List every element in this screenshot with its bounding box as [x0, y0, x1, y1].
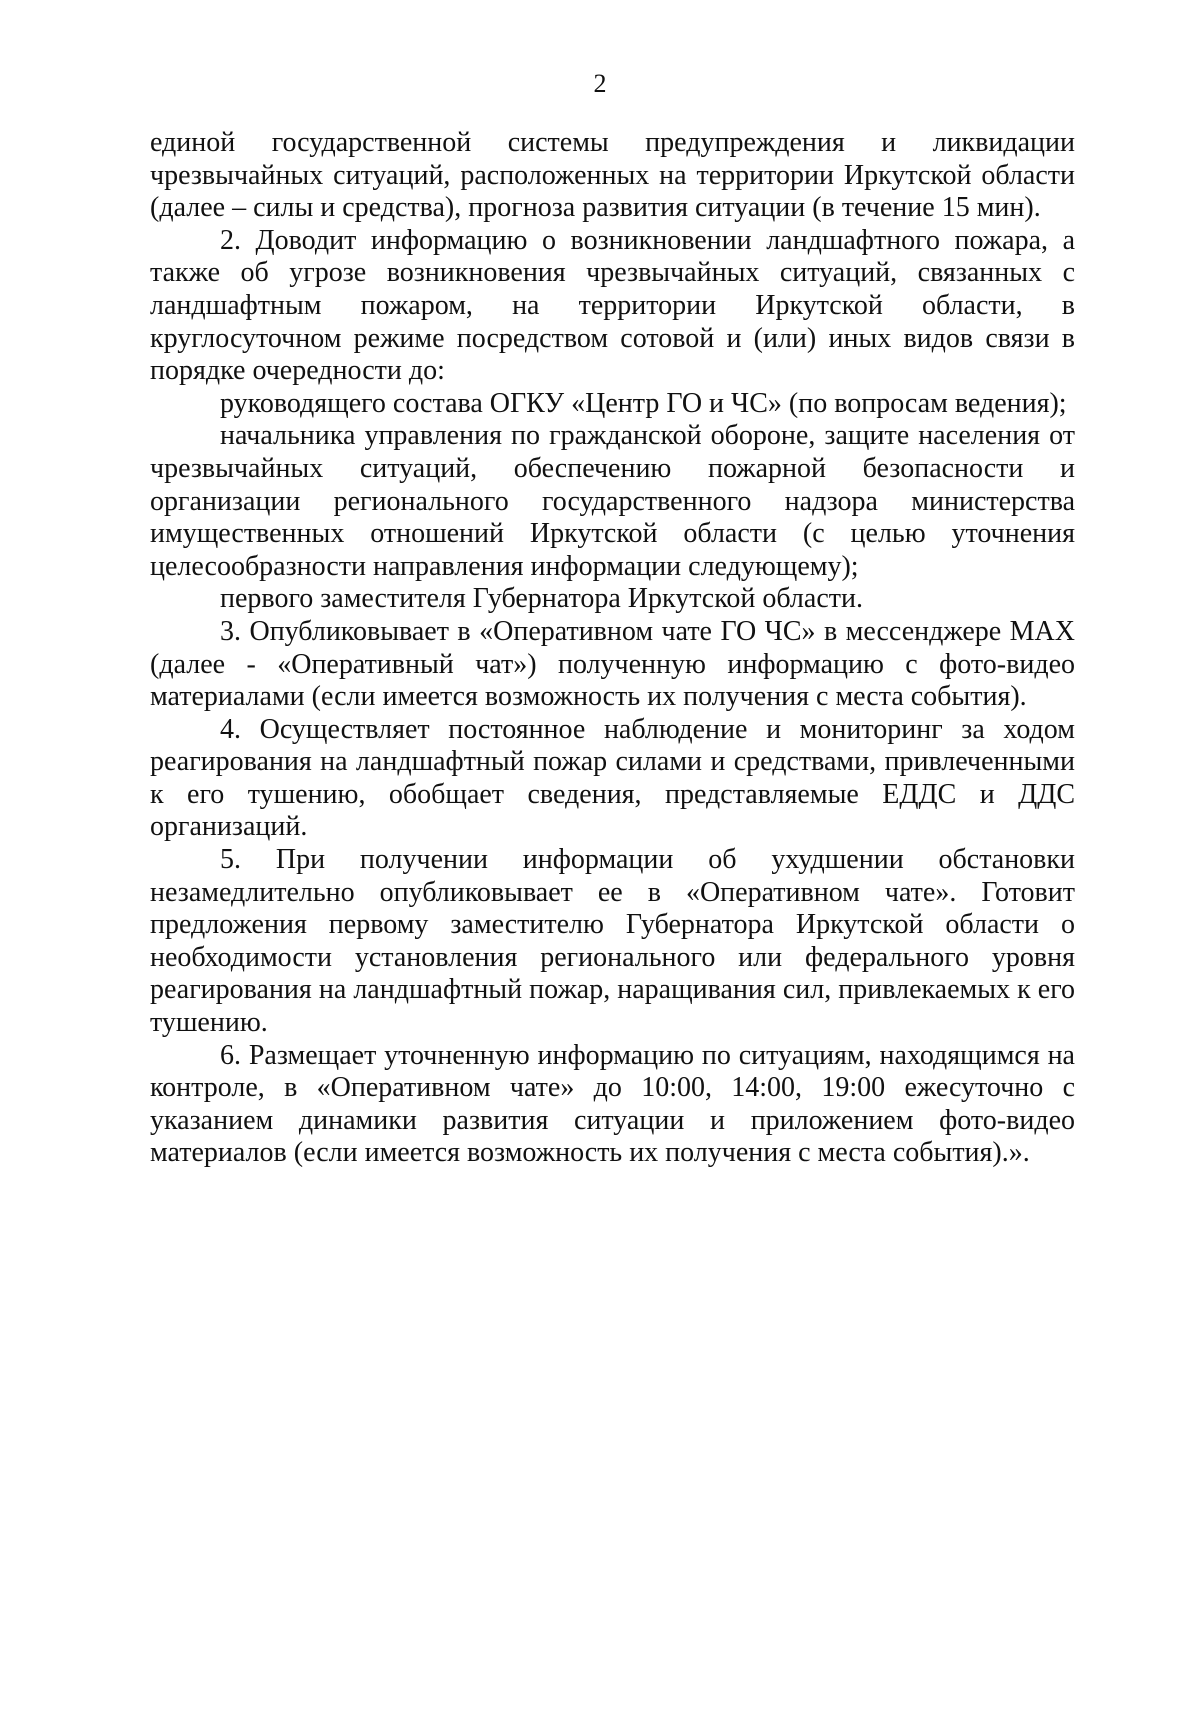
- paragraph-item-5: 5. При получении информации об ухудшении обстановки незамедлительно опубликовывает ее в «Оперативном чате». Готовит предложения первому заместителю Губернатора Иркутской области о необходимости установления регионального или федерального уровня реагирования на ландшафтный пожар, наращивания сил, привлекаемых к его тушению.: [150, 844, 1075, 1039]
- document-body: [150, 127, 1075, 1170]
- paragraph-item-6: 6. Размещает уточненную информацию по ситуациям, находящимся на контроле, в «Оперативном чате» до 10:00, 14:00, 19:00 ежесуточно с указанием динамики развития ситуации и приложением фото-видео материалов (если имеется возможность их получения с места события).».: [150, 1039, 1075, 1169]
- page-number: 2: [593, 69, 607, 98]
- paragraph-continuation: единой государственной системы предупреждения и ликвидации чрезвычайных ситуаций, расположенных на территории Иркутской области (далее – силы и средства), прогноза развития ситуации (в течение 15 мин).: [150, 127, 1075, 224]
- paragraph-item-2: 2. Доводит информацию о возникновении ландшафтного пожара, а также об угрозе возникновения чрезвычайных ситуаций, связанных с ландшафтным пожаром, на территории Иркутской области, в круглосуточном режиме посредством сотовой и (или) иных видов связи в порядке очередности до:: [150, 224, 1075, 387]
- paragraph-recipient-deputy-governor: первого заместителя Губернатора Иркутской области.: [220, 583, 863, 615]
- paragraph-item-4: 4. Осуществляет постоянное наблюдение и мониторинг за ходом реагирования на ландшафтный пожар силами и средствами, привлеченными к его тушению, обобщает сведения, представляемые ЕДДС и ДДС организаций.: [150, 713, 1075, 843]
- paragraph-recipient-management: руководящего состава ОГКУ «Центр ГО и ЧС» (по вопросам ведения);: [220, 387, 1067, 419]
- paragraph-item-3: 3. Опубликовывает в «Оперативном чате ГО ЧС» в мессенджере MAX (далее - «Оперативный чат») полученную информацию с фото-видео материалами (если имеется возможность их получения с места события).: [150, 615, 1075, 713]
- paragraph-recipient-department-head: начальника управления по гражданской обороне, защите населения от чрезвычайных ситуаций, обеспечению пожарной безопасности и организации регионального государственного надзора министерства имущественных отношений Иркутской области (с целью уточнения целесообразности направления информации следующему);: [150, 420, 1075, 582]
